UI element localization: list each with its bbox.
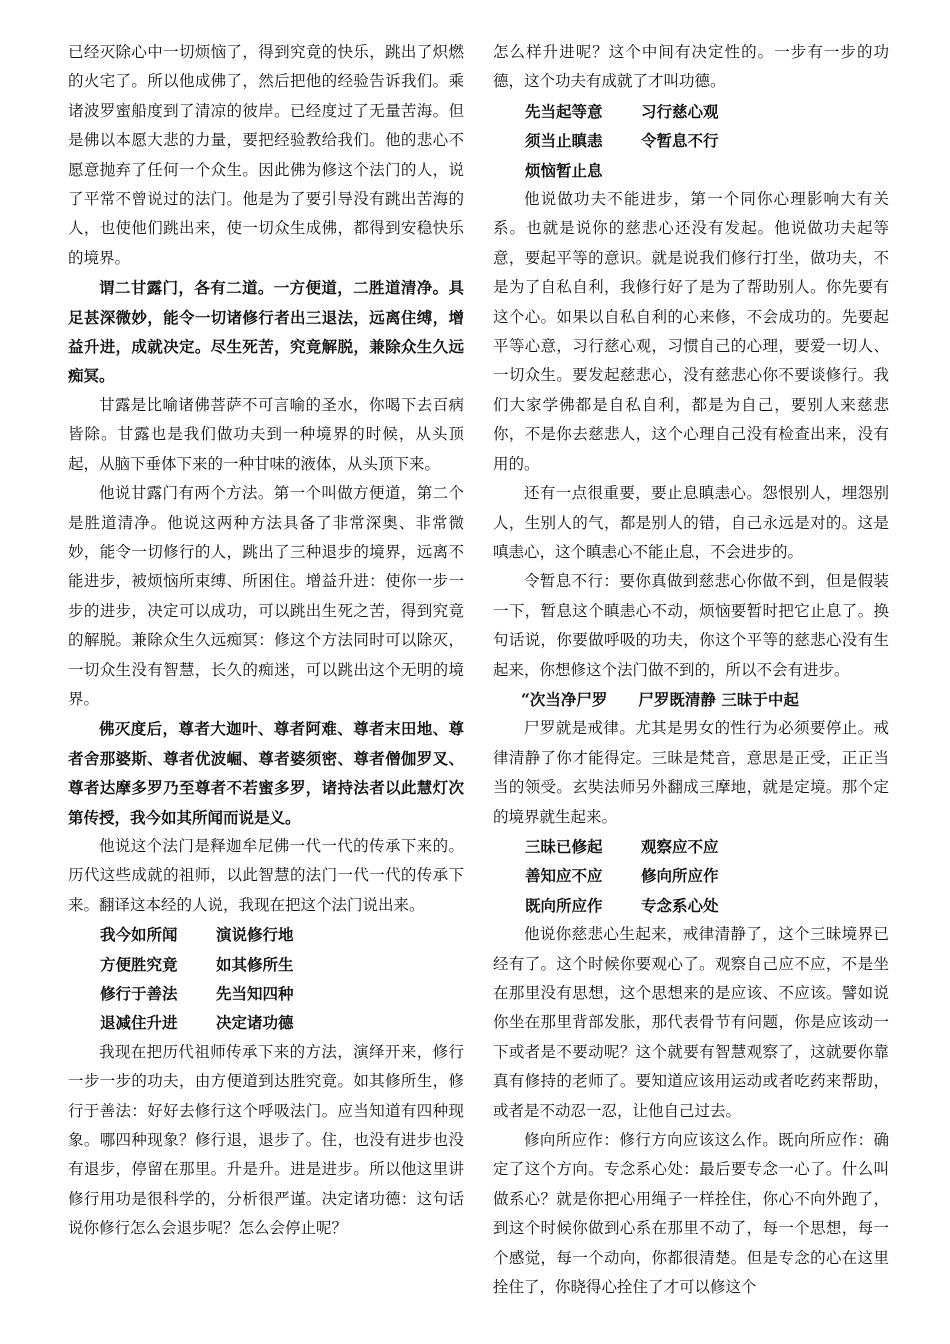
verse-line: 须当止瞋恚 令暂息不行	[525, 131, 719, 151]
verse-line: 方便胜究竟 如其修所生	[100, 954, 294, 974]
paragraph: 甘露是比喻诸佛菩萨不可言喻的圣水，你喝下去百病皆除。甘露也是我们做功夫到一种境界的时候，从头顶起，从脑下垂体下来的一种甘味的液体，从头顶下来。	[68, 395, 464, 473]
paragraph: 他说这个法门是释迦牟尼佛一代一代的传承下来的。历代这些成就的祖师，以此智慧的法门一代一代的传承下来。翻译这本经的人说，我现在把这个法门说出来。	[68, 836, 464, 914]
verse-line: 退减住升进 决定诸功德	[100, 1013, 294, 1033]
paragraph: 尸罗就是戒律。尤其是男女的性行为必须要停止。戒律清静了你才能得定。三昧是梵音，意思是正受，正正当当的领受。玄奘法师另外翻成三摩地，就是定境。那个定的境界就生起来。	[493, 719, 889, 826]
paragraph: 他说做功夫不能进步，第一个同你心理影响大有关系。也就是说你的慈悲心还没有发起。他说做功夫起等意，要起平等的意识。就是说我们修行打坐，做功夫，不是为了自私自利，我修行好了是为了帮助别人。你先要有这个心。如果以自私自利的心来修，不会成功的。先要起平等心意，习行慈心观，习惯自己的心理，要爱一切人、一切众生。要发起慈悲心，没有慈悲心你不要谈修行。我们大家学佛都是自私自利，都是为自己，要别人来慈悲你，不是你去慈悲人，这个心理自己没有检查出来，没有用的。	[493, 190, 889, 473]
left-column	[68, 38, 464, 1244]
paragraph: 他说你慈悲心生起来，戒律清静了，这个三昧境界已经有了。这个时候你要观心了。观察自己应不应，不是坐在那里没有思想，这个思想来的是应该、不应该。譬如说你坐在那里背部发胀，那代表骨节有问题，你是应该动一下或者是不要动呢？这个就要有智慧观察了，这就要你靠真有修持的老师了。要知道应该用运动或者吃药来帮助，或者是不动忍一忍，让他自己过去。	[493, 925, 889, 1120]
right-column	[493, 38, 889, 1302]
verse-line: 三昧已修起 观察应不应	[525, 836, 719, 856]
verse-line: 善知应不应 修向所应作	[525, 866, 719, 886]
paragraph: 令暂息不行：要你真做到慈悲心你做不到，但是假装一下，暂息这个瞋恚心不动，烦恼要暂时把它止息了。换句话说，你要做呼吸的功夫，你这个平等的慈悲心没有生起来，你想修这个法门做不到的，所以不会有进步。	[493, 572, 889, 679]
verse-line: 先当起等意 习行慈心观	[525, 101, 719, 121]
verse-line: 烦恼暂止息	[525, 160, 603, 180]
paragraph: 已经灭除心中一切烦恼了，得到究竟的快乐，跳出了炽燃的火宅了。所以他成佛了，然后把他的经验告诉我们。乘诸波罗蜜船度到了清凉的彼岸。已经度过了无量苦海。但是佛以本愿大悲的力量，要把经验教给我们。他的悲心不愿意抛弃了任何一个众生。因此佛为修这个法门的人，说了平常不曾说过的法门。他是为了要引导没有跳出苦海的人，也使他们跳出来，使一切众生成佛，都得到安稳快乐的境界。	[68, 43, 464, 267]
paragraph: 怎么样升进呢？这个中间有决定性的。一步有一步的功德，这个功夫有成就了才叫功德。	[493, 43, 889, 91]
verse-line: 既向所应作 专念系心处	[525, 895, 719, 915]
paragraph: 修向所应作：修行方向应该这么作。既向所应作：确定了这个方向。专念系心处：最后要专念一心了。什么叫做系心？就是你把心用绳子一样拴住，你心不向外跑了，到这个时候你做到心系在那里不动了，每一个思想，每一个感觉，每一个动向，你都很清楚。但是专念的心在这里拴住了，你晓得心拴住了才可以修这个	[493, 1131, 889, 1297]
sutra-quote: 佛灭度后，尊者大迦叶、尊者阿难、尊者末田地、尊者舍那婆斯、尊者优波崛、尊者婆须密、尊者僧伽罗叉、尊者达摩多罗乃至尊者不若蜜多罗，诸持法者以此慧灯次第传授，我今如其所闻而说是义。	[68, 719, 464, 827]
paragraph: 还有一点很重要，要止息瞋恚心。怨恨别人，埋怨别人，生别人的气，都是别人的错，自己永远是对的。这是嗔恚心，这个瞋恚心不能止息，不会进步的。	[493, 484, 889, 561]
sutra-quote: 谓二甘露门，各有二道。一方便道，二胜道清净。具足甚深微妙，能令一切诸修行者出三退法，远离住缚，增益升进，成就决定。尽生死苦，究竟解脱，兼除众生久远痴冥。	[68, 278, 464, 386]
verse-line: 我今如所闻 演说修行地	[100, 925, 294, 945]
paragraph: 我现在把历代祖师传承下来的方法，演绎开来，修行一步一步的功夫，由方便道到达胜究竟。如其修所生，修行于善法：好好去修行这个呼吸法门。应当知道有四种现象。哪四种现象？修行退，退步了。住，也没有进步也没有退步，停留在那里。升是升。进是进步。所以他这里讲修行用功是很科学的，分析很严谨。决定诸功德：这句话说你修行怎么会退步呢？怎么会停止呢？	[68, 1042, 464, 1238]
verse-line: 修行于善法 先当知四种	[100, 984, 294, 1003]
verse-line: “次当净尸罗 尸罗既清静 三昧于中起	[521, 689, 799, 709]
paragraph: 他说甘露门有两个方法。第一个叫做方便道，第二个是胜道清净。他说这两种方法具备了非常深奥、非常微妙，能令一切修行的人，跳出了三种退步的境界，远离不能进步，被烦恼所束缚、所困住。增益升进：使你一步一步的进步，决定可以成功，可以跳出生死之苦，得到究竟的解脱。兼除众生久远痴冥：修这个方法同时可以除灭，一切众生没有智慧，长久的痴迷，可以跳出这个无明的境界。	[68, 484, 464, 708]
